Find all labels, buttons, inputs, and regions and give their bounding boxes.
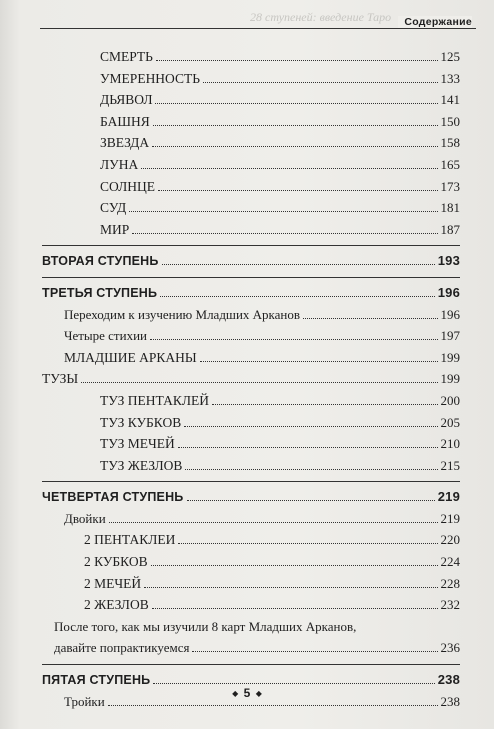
toc-entry-title: давайте попрактикуемся	[54, 640, 190, 656]
toc-entry[interactable]	[36, 89, 460, 111]
toc-entry-title: ВТОРАЯ СТУПЕНЬ	[42, 254, 159, 269]
toc-entry-page: 232	[440, 597, 460, 613]
toc-entry-page: 133	[440, 70, 460, 86]
toc-entry-page: 219	[440, 510, 460, 526]
toc-entry[interactable]	[36, 594, 460, 616]
toc-entry[interactable]	[36, 282, 460, 304]
toc-entry-title: УМЕРЕННОСТЬ	[100, 70, 200, 86]
dot-leader	[129, 211, 437, 212]
toc-entry-title: ЛУНА	[100, 156, 139, 172]
dot-leader	[153, 125, 438, 126]
toc-entry[interactable]	[36, 433, 460, 455]
toc-entry-page: 125	[440, 49, 460, 64]
toc-entry-title: МЛАДШИЕ АРКАНЫ	[64, 349, 197, 365]
toc-entry-title: Двойки	[64, 510, 106, 526]
dot-leader	[192, 651, 437, 652]
toc-entry-page: 150	[440, 113, 460, 129]
toc-entry[interactable]	[36, 219, 460, 241]
toc-entry[interactable]	[36, 616, 460, 638]
toc-entry-title: ТРЕТЬЯ СТУПЕНЬ	[42, 285, 158, 300]
toc-entry[interactable]	[36, 412, 460, 434]
toc-entry-page: 238	[440, 693, 460, 709]
toc-entry[interactable]	[36, 347, 460, 369]
dot-leader	[162, 264, 435, 265]
toc-entry-page: 219	[437, 489, 460, 505]
toc-entry-title: Четыре стихии	[64, 328, 147, 344]
toc-entry[interactable]	[36, 304, 460, 326]
toc-entry-page: 228	[440, 575, 460, 591]
dot-leader	[141, 168, 437, 169]
toc-entry-title: Переходим к изучению Младших Арканов	[64, 306, 301, 322]
dot-leader	[108, 705, 438, 706]
page-footer	[0, 686, 494, 700]
toc-entry-title: СУД	[100, 200, 127, 216]
table-of-contents	[36, 46, 460, 712]
toc-entry-page: 187	[440, 221, 460, 237]
toc-entry-title: ТУЗ МЕЧЕЙ	[100, 436, 175, 452]
toc-entry[interactable]	[36, 68, 460, 90]
toc-entry[interactable]	[36, 154, 460, 176]
section-divider	[42, 481, 460, 482]
dot-leader	[178, 447, 438, 448]
toc-entry-page: 199	[440, 349, 460, 365]
toc-entry-page: 173	[440, 178, 460, 194]
dot-leader	[132, 233, 437, 234]
toc-entry-page: 196	[437, 284, 460, 300]
toc-entry-page: 199	[440, 371, 460, 387]
toc-entry-page: 165	[440, 156, 460, 172]
toc-entry-page: 200	[440, 392, 460, 408]
toc-entry[interactable]	[36, 111, 460, 133]
dot-leader	[200, 361, 438, 362]
toc-entry-title: ТУЗЫ	[42, 371, 79, 387]
toc-entry-title: СОЛНЦЕ	[100, 178, 155, 194]
toc-entry-page: 215	[440, 457, 460, 473]
toc-entry-page: 197	[440, 328, 460, 344]
dot-leader	[152, 146, 437, 147]
bleed-through-text: 28 ступеней: введение Таро	[250, 10, 392, 24]
toc-entry-page: 210	[440, 436, 460, 452]
toc-entry[interactable]	[36, 46, 460, 68]
toc-entry[interactable]	[36, 551, 460, 573]
dot-leader	[185, 469, 437, 470]
toc-entry-title: МИР	[100, 221, 130, 237]
dot-leader	[151, 565, 438, 566]
toc-entry-title: ПЯТАЯ СТУПЕНЬ	[42, 673, 151, 688]
dot-leader	[184, 426, 437, 427]
ornament-right-icon: ◆	[255, 689, 262, 699]
section-divider	[42, 277, 460, 278]
toc-entry-title: ЗВЕЗДА	[100, 135, 150, 151]
toc-entry[interactable]	[36, 529, 460, 551]
ornament-left-icon: ◆	[232, 689, 239, 699]
section-divider	[42, 245, 460, 246]
toc-entry-page: 181	[440, 200, 460, 216]
toc-entry[interactable]	[36, 325, 460, 347]
toc-entry[interactable]	[36, 250, 460, 272]
toc-entry-page: 205	[440, 414, 460, 430]
header-rule	[40, 28, 476, 29]
toc-entry-title: БАШНЯ	[100, 113, 150, 129]
toc-entry[interactable]	[36, 176, 460, 198]
toc-entry-page: 196	[440, 306, 460, 322]
toc-entry-page: 193	[437, 253, 460, 269]
dot-leader	[212, 404, 438, 405]
toc-entry-title: 2 ПЕНТАКЛЕИ	[84, 532, 176, 548]
toc-entry-title: 2 ЖЕЗЛОВ	[84, 597, 149, 613]
toc-entry[interactable]	[36, 455, 460, 477]
toc-entry-title: После того, как мы изучили 8 карт Младших Арканов,	[54, 618, 357, 634]
dot-leader	[160, 296, 435, 297]
dot-leader	[81, 382, 437, 383]
toc-entry[interactable]	[36, 390, 460, 412]
dot-leader	[203, 82, 438, 83]
toc-entry-title: ЧЕТВЕРТАЯ СТУПЕНЬ	[42, 490, 184, 505]
dot-leader	[303, 318, 437, 319]
toc-entry-page: 158	[440, 135, 460, 151]
toc-entry-title: ТУЗ ЖЕЗЛОВ	[100, 457, 183, 473]
dot-leader	[187, 500, 435, 501]
dot-leader	[152, 608, 438, 609]
toc-entry-page: 141	[440, 92, 460, 108]
dot-leader	[178, 543, 437, 544]
toc-entry[interactable]	[36, 508, 460, 530]
toc-entry[interactable]	[36, 573, 460, 595]
toc-entry-page: 236	[440, 640, 460, 656]
toc-entry[interactable]	[36, 486, 460, 508]
toc-entry-title: 2 КУБКОВ	[84, 554, 148, 570]
section-divider	[42, 664, 460, 665]
dot-leader	[155, 103, 437, 104]
dot-leader	[153, 683, 434, 684]
toc-entry[interactable]	[36, 132, 460, 154]
dot-leader	[156, 60, 438, 61]
toc-entry-page: 238	[437, 672, 460, 688]
toc-entry-page: 224	[440, 554, 460, 570]
toc-entry[interactable]	[36, 368, 460, 390]
toc-entry[interactable]	[36, 197, 460, 219]
toc-entry-title: ДЬЯВОЛ	[100, 92, 153, 108]
toc-entry[interactable]	[36, 637, 460, 659]
running-header: Содержание	[398, 16, 472, 28]
toc-entry-title: ТУЗ ПЕНТАКЛЕЙ	[100, 392, 209, 408]
toc-entry-page: 220	[440, 532, 460, 548]
dot-leader	[158, 190, 438, 191]
dot-leader	[109, 522, 438, 523]
dot-leader	[150, 339, 438, 340]
toc-entry-title: СМЕРТЬ	[100, 49, 153, 64]
dot-leader	[144, 587, 437, 588]
toc-entry-title: ТУЗ КУБКОВ	[100, 414, 182, 430]
page-number: 5	[243, 686, 251, 700]
toc-entry-title: 2 МЕЧЕЙ	[84, 575, 142, 591]
toc-entry-title: Тройки	[64, 693, 105, 709]
